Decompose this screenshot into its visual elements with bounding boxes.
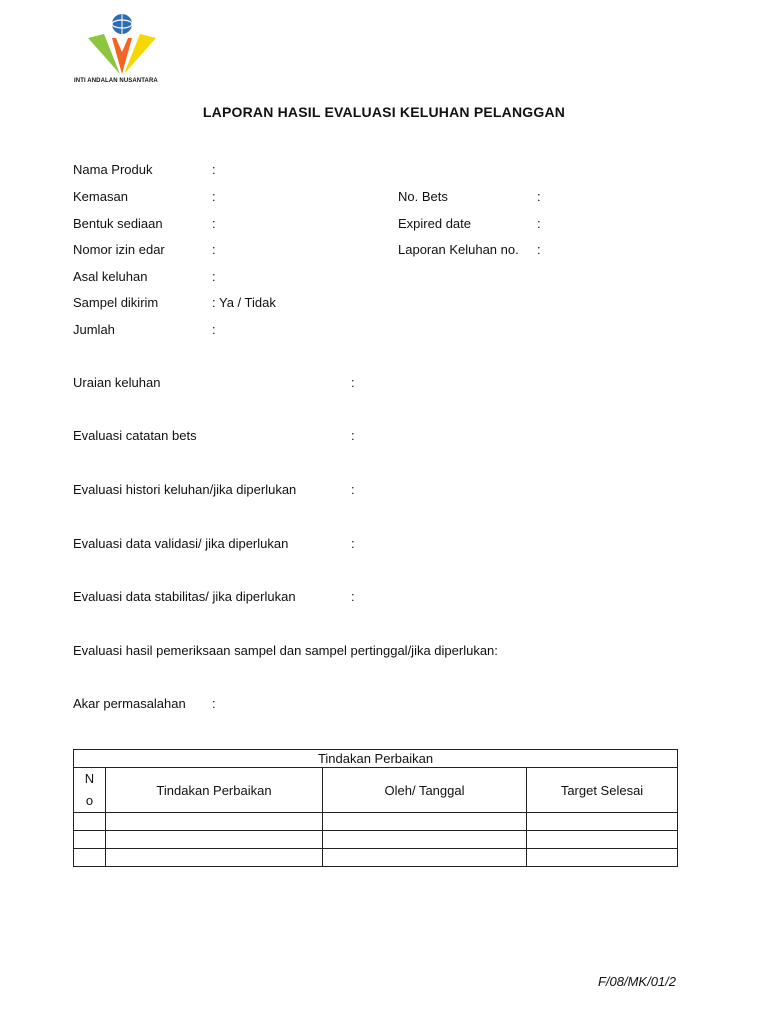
field-value-nomor-izin-edar: : [212, 242, 216, 257]
table-cell[interactable] [323, 813, 527, 831]
eval-value-catatan-bets: : [351, 428, 355, 443]
table-cell[interactable] [323, 849, 527, 867]
field-label-sampel-dikirim: Sampel dikirim [73, 295, 159, 310]
header-tindakan-perbaikan: Tindakan Perbaikan [106, 768, 323, 813]
eval-value-data-stabilitas: : [351, 589, 355, 604]
page-title: LAPORAN HASIL EVALUASI KELUHAN PELANGGAN [202, 104, 566, 120]
field-value-sampel-dikirim: : Ya / Tidak [212, 295, 276, 310]
field-label-bentuk-sediaan: Bentuk sediaan [73, 216, 163, 231]
eval-label-histori-keluhan: Evaluasi histori keluhan/jika diperlukan [73, 482, 297, 497]
header-no [74, 768, 106, 813]
eval-value-data-validasi: : [351, 536, 355, 551]
table-cell[interactable] [74, 831, 106, 849]
field-label-jumlah: Jumlah [73, 322, 115, 337]
table-header-row [74, 768, 678, 813]
table-row [74, 831, 678, 849]
company-name: INTI ANDALAN NUSANTARA [74, 78, 158, 84]
field-label-kemasan: Kemasan [73, 189, 128, 204]
root-cause-value: : [212, 696, 216, 711]
table-cell[interactable] [527, 831, 678, 849]
header-no-line2: o [85, 793, 94, 808]
sample-evaluation-label: Evaluasi hasil pemeriksaan sampel dan sampel pertinggal/jika diperlukan: [73, 643, 498, 658]
field-label-nama-produk: Nama Produk [73, 162, 153, 177]
header-target-selesai: Target Selesai [527, 768, 678, 813]
field-label-no-bets: No. Bets [398, 189, 448, 204]
field-value-nama-produk: : [212, 162, 216, 177]
company-logo [74, 12, 174, 92]
table-cell[interactable] [74, 849, 106, 867]
table-cell[interactable] [106, 849, 323, 867]
table-cell[interactable] [323, 831, 527, 849]
table-row [74, 813, 678, 831]
table-cell[interactable] [106, 813, 323, 831]
table-cell[interactable] [527, 849, 678, 867]
field-label-nomor-izin-edar: Nomor izin edar [73, 242, 165, 257]
field-value-no-bets: : [537, 189, 541, 204]
field-value-bentuk-sediaan: : [212, 216, 216, 231]
header-oleh-tanggal: Oleh/ Tanggal [323, 768, 527, 813]
field-value-laporan-keluhan-no: : [537, 242, 541, 257]
table-cell[interactable] [74, 813, 106, 831]
eval-value-uraian-keluhan: : [351, 375, 355, 390]
field-value-kemasan: : [212, 189, 216, 204]
eval-label-catatan-bets: Evaluasi catatan bets [73, 428, 197, 443]
field-label-asal-keluhan: Asal keluhan [73, 269, 148, 284]
logo-emblem-icon [86, 12, 158, 78]
field-value-asal-keluhan: : [212, 269, 216, 284]
table-cell[interactable] [106, 831, 323, 849]
root-cause-label: Akar permasalahan [73, 696, 186, 711]
field-label-laporan-keluhan-no: Laporan Keluhan no. [398, 242, 519, 257]
field-label-expired-date: Expired date [398, 216, 471, 231]
header-no-line1: N [84, 771, 95, 786]
table-cell[interactable] [527, 813, 678, 831]
field-value-expired-date: : [537, 216, 541, 231]
eval-value-histori-keluhan: : [351, 482, 355, 497]
corrective-action-table [73, 749, 678, 867]
eval-label-uraian-keluhan: Uraian keluhan [73, 375, 161, 390]
eval-label-data-validasi: Evaluasi data validasi/ jika diperlukan [73, 536, 289, 551]
table-caption: Tindakan Perbaikan [74, 750, 678, 768]
eval-label-data-stabilitas: Evaluasi data stabilitas/ jika diperlukan [73, 589, 296, 604]
field-value-jumlah: : [212, 322, 216, 337]
table-row [74, 849, 678, 867]
table-caption-row [74, 750, 678, 768]
form-code: F/08/MK/01/2 [597, 974, 676, 989]
